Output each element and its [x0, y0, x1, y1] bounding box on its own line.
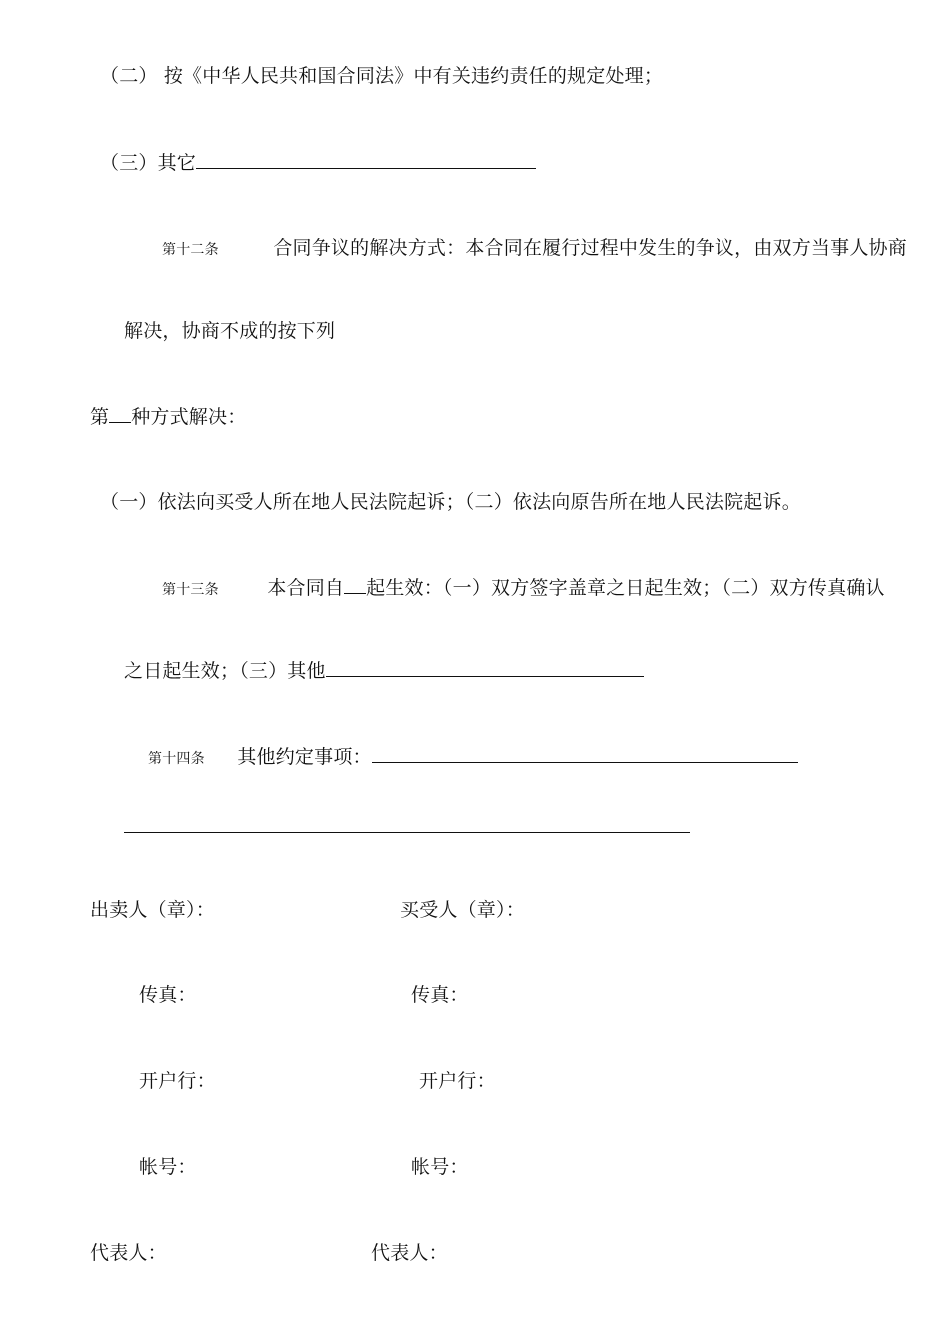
blank-line [124, 832, 690, 833]
representative-label: 代表人： [90, 1242, 167, 1264]
clause-text: （三）其它 [100, 152, 197, 174]
article-text: 起生效：（一）双方签字盖章之日起生效；（二）双方传真确认 [366, 577, 885, 599]
blank-underline [372, 744, 798, 763]
fax-label: 传真： [411, 984, 469, 1006]
buyer-seal-label [400, 898, 525, 922]
bank-label: 开户行： [139, 1070, 216, 1092]
seller-fax-label [139, 983, 197, 1007]
article-12-line-1 [162, 236, 907, 262]
representative-label: 代表人： [371, 1242, 448, 1264]
bank-label: 开户行： [419, 1070, 496, 1092]
label-text: 第 [90, 406, 110, 428]
article-text: 合同争议的解决方式：本合同在履行过程中发生的争议，由双方当事人协商 [273, 237, 907, 259]
article-text: 其他约定事项： [237, 746, 372, 768]
clause-line-2 [100, 64, 663, 88]
article-text: 解决，协商不成的按下列 [124, 320, 336, 342]
buyer-label: 买受人（章）： [400, 899, 525, 921]
seller-label: 出卖人（章）： [90, 899, 215, 921]
article-text: 之日起生效；（三）其他 [124, 660, 326, 682]
article-number: 第十四条 [148, 751, 205, 767]
blank-underline [109, 404, 131, 423]
clause-text: （二） 按《中华人民共和国合同法》中有关违约责任的规定处理； [100, 65, 664, 87]
seller-bank-label [139, 1069, 216, 1093]
article-12-line-2 [124, 319, 335, 343]
article-13-line-2 [124, 658, 644, 683]
resolution-options-line [100, 490, 801, 514]
article-14-line [148, 744, 798, 771]
article-13-line-1 [162, 575, 885, 602]
fax-label: 传真： [139, 984, 197, 1006]
options-text: （一）依法向买受人所在地人民法院起诉；（二）依法向原告所在地人民法院起诉。 [100, 491, 801, 513]
buyer-representative-label [371, 1241, 448, 1265]
article-number: 第十二条 [162, 242, 219, 258]
seller-seal-label [90, 898, 215, 922]
resolution-method-line [90, 404, 246, 429]
seller-representative-label [90, 1241, 167, 1265]
article-text: 本合同自 [267, 577, 345, 599]
clause-line-3 [100, 150, 536, 175]
buyer-fax-label [411, 983, 469, 1007]
blank-underline [344, 575, 366, 594]
label-text: 种方式解决： [131, 406, 247, 428]
account-label: 帐号： [411, 1156, 469, 1178]
blank-underline [326, 658, 644, 677]
seller-account-label [139, 1155, 197, 1179]
buyer-bank-label [419, 1069, 496, 1093]
blank-underline [196, 150, 536, 169]
account-label: 帐号： [139, 1156, 197, 1178]
article-number: 第十三条 [162, 582, 219, 598]
buyer-account-label [411, 1155, 469, 1179]
